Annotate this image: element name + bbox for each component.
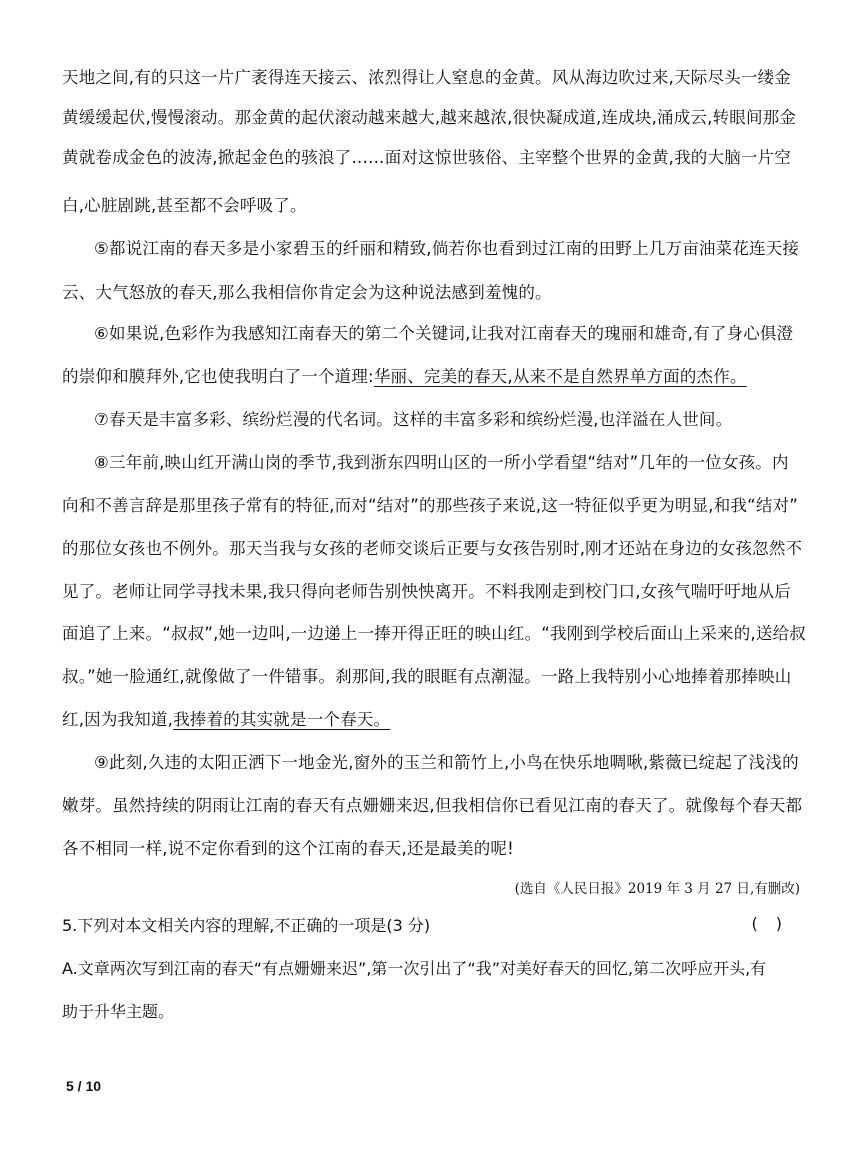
option-a-line: 助于升华主题。 — [62, 1002, 175, 1021]
option-a-line: A.文章两次写到江南的春天“有点姗姗来迟”,第一次引出了“我”对美好春天的回忆,第二次呼应开头,有 — [62, 959, 767, 978]
paragraph-8-line: 面追了上来。“叔叔”,她一边叫,一边递上一捧开得正旺的映山红。“我刚到学校后面山上采来的,送给叔 — [62, 624, 806, 643]
paragraph-9-line: ⑨此刻,久违的太阳正洒下一地金光,窗外的玉兰和箭竹上,小鸟在快乐地啁啾,紫薇已绽起了浅浅的 — [94, 753, 799, 772]
paragraph-5-line: 云、大气怒放的春天,那么我相信你肯定会为这种说法感到羞愧的。 — [62, 283, 552, 302]
underlined-sentence: 我捧着的其实就是一个春天。 — [173, 710, 391, 729]
paragraph-8-line — [62, 708, 804, 732]
paragraph-7-line: ⑦春天是丰富多彩、缤纷烂漫的代名词。这样的丰富多彩和缤纷烂漫,也洋溢在人世间。 — [94, 410, 733, 429]
paragraph-8-line: 向和不善言辞是那里孩子常有的特征,而对“结对”的那些孩子来说,这一特征似乎更为明显,和我“结对” — [62, 496, 799, 515]
underlined-sentence: 华丽、完美的春天,从来不是自然界单方面的杰作。 — [373, 367, 747, 386]
paragraph-9-line: 嫩芽。虽然持续的阴雨让江南的春天有点姗姗来迟,但我相信你已看见江南的春天了。就像每个春天都 — [62, 796, 803, 815]
paragraph-6-text: 的崇仰和膜拜外,它也使我明白了一个道理: — [62, 367, 374, 386]
paragraph-4-line: 黄就卷成金色的波涛,掀起金色的骇浪了……面对这惊世骇俗、主宰整个世界的金黄,我的大脑一片空 — [62, 148, 791, 167]
paragraph-5-line: ⑤都说江南的春天多是小家碧玉的纤丽和精致,倘若你也看到过江南的田野上几万亩油菜花连天接 — [94, 239, 800, 258]
paragraph-8-line: 叔。”她一脸通红,就像做了一件错事。刹那间,我的眼眶有点潮湿。一路上我特别小心地捧着那捧映山 — [62, 667, 792, 686]
paragraph-4-line: 黄缓缓起伏,慢慢滚动。那金黄的起伏滚动越来越大,越来越浓,很快凝成道,连成块,涌成云,转眼间那金 — [62, 108, 797, 127]
paragraph-6-line: ⑥如果说,色彩作为我感知江南春天的第二个关键词,让我对江南春天的瑰丽和雄奇,有了身心俱澄 — [94, 324, 794, 343]
page-number: 5 / 10 — [66, 1078, 102, 1094]
paragraph-9-line: 各不相同一样,说不定你看到的这个江南的春天,还是最美的呢! — [62, 839, 514, 858]
paragraph-8-line: ⑧三年前,映山红开满山岗的季节,我到浙东四明山区的一所小学看望“结对”几年的一位女孩。内 — [94, 453, 789, 472]
question-stem: 5.下列对本文相关内容的理解,不正确的一项是(3 分) — [62, 916, 431, 935]
paragraph-6-line — [62, 365, 804, 389]
paragraph-8-line: 见了。老师让同学寻找未果,我只得向老师告别怏怏离开。不料我刚走到校门口,女孩气喘吁吁地从后 — [62, 582, 791, 601]
paragraph-8-line: 的那位女孩也不例外。那天当我与女孩的老师交谈后正要与女孩告别时,刚才还站在身边的女孩忽然不 — [62, 539, 803, 558]
answer-blank: () — [751, 914, 800, 933]
paragraph-4-line: 天地之间,有的只这一片广袤得连天接云、浓烈得让人窒息的金黄。风从海边吹过来,天际尽头一缕金 — [62, 68, 791, 87]
source-citation: (选自《人民日报》2019 年 3 月 27 日,有删改) — [514, 881, 800, 897]
paragraph-8-text: 红,因为我知道, — [62, 710, 174, 729]
paragraph-4-line: 白,心脏剧跳,甚至都不会呼吸了。 — [62, 196, 307, 215]
